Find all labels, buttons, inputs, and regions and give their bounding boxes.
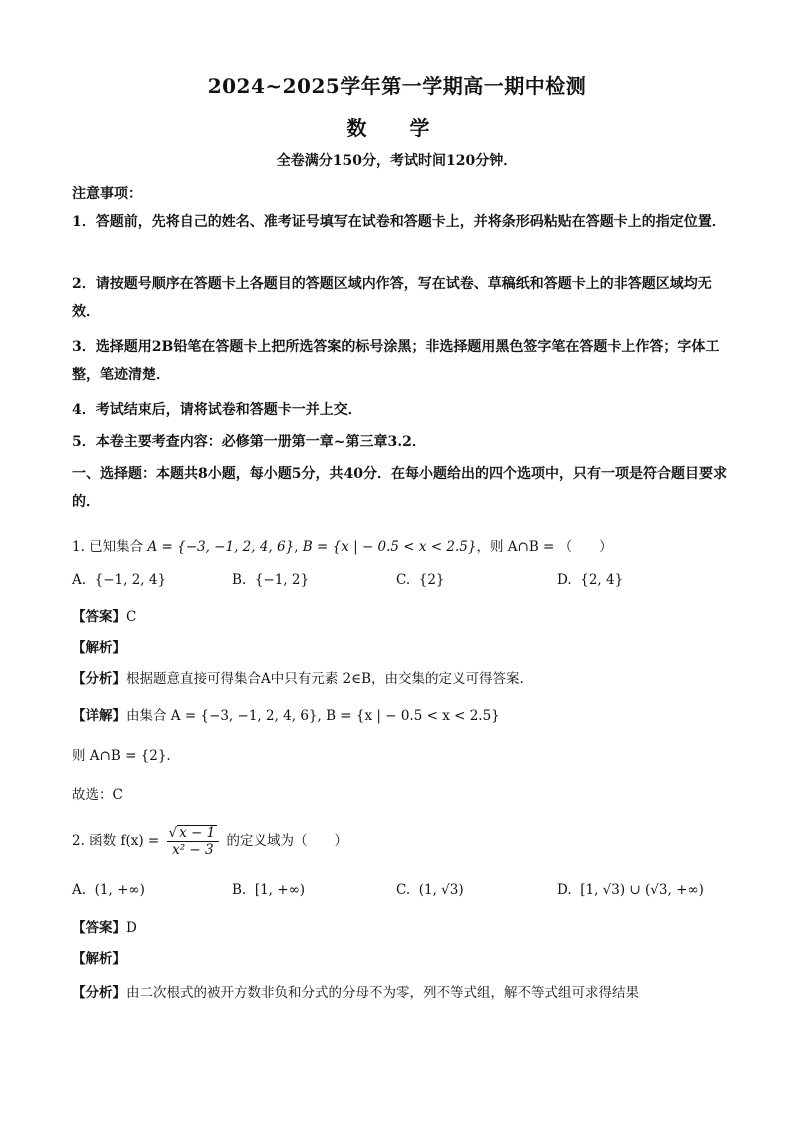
note-item-1: 1．答题前，先将自己的姓名、准考证号填写在试卷和答题卡上，并将条形码粘贴在答题卡上的指定位置． <box>72 214 726 230</box>
q2-fenxi: 【分析】由二次根式的被开方数非负和分式的分母不为零，列不等式组，解不等式组可求得结果 <box>72 985 639 1001</box>
question-1: 1. 已知集合 A = {−3, −1, 2, 4, 6}, B = {x | − 0.5 < x < 2.5}，则 A∩B = （ ） <box>72 539 613 555</box>
q1-ask: ，则 A∩B = （ ） <box>476 539 613 555</box>
subject-title: 数 学 <box>346 116 448 140</box>
question-2 <box>72 822 728 860</box>
q2-option-b: B. [1, +∞) <box>232 882 306 898</box>
q1-option-a: A. {−1, 2, 4} <box>72 572 167 588</box>
q1-option-c: C. {2} <box>396 572 445 588</box>
q1-analysis-tag: 【解析】 <box>72 640 126 656</box>
q2-option-d: D. [1, √3) ∪ (√3, +∞) <box>557 882 704 898</box>
note-item-2: 2．请按题号顺序在答题卡上各题目的答题区域内作答，写在试卷、草稿纸和答题卡上的非答题区域均无效． <box>72 276 712 320</box>
q1-set-b: B = {x | − 0.5 < x < 2.5} <box>302 539 477 555</box>
q2-fraction: $\frac{√ x - 1}{\text{x² − 3}}$ <box>167 825 220 858</box>
q1-xiangjie: 【详解】由集合 A = {−3, −1, 2, 4, 6}, B = {x | − 0.5 < x < 2.5} <box>72 708 500 724</box>
notes-heading: 注意事项： <box>72 186 142 202</box>
q2-option-a: A. (1, +∞) <box>72 882 145 898</box>
exam-title: 2024~2025学年第一学期高一期中检测 <box>207 74 587 98</box>
q1-option-d: D. {2, 4} <box>557 572 624 588</box>
q1-prefix: 1. 已知集合 <box>72 539 144 555</box>
q1-then: 则 A∩B = {2}. <box>72 748 171 764</box>
q1-choose: 故选：C <box>72 787 123 803</box>
q1-option-b: B. {−1, 2} <box>232 572 310 588</box>
q2-prefix: 2. 函数 f(x) = <box>72 833 160 849</box>
section-heading: 一、选择题：本题共8小题，每小题5分，共40分．在每小题给出的四个选项中，只有一项是符合题目要求的． <box>72 466 727 510</box>
note-item-4: 4．考试结束后，请将试卷和答题卡一并上交． <box>72 402 362 418</box>
q2-suffix: 的定义域为（ ） <box>226 833 349 849</box>
exam-info: 全卷满分150分，考试时间120分钟． <box>276 153 518 169</box>
note-item-3: 3．选择题用2B铅笔在答题卡上把所选答案的标号涂黑；非选择题用黑色签字笔在答题卡上作答；字体工整，笔迹清楚． <box>72 339 720 383</box>
q1-answer: 【答案】C <box>72 609 137 625</box>
q1-set-a: A = {−3, −1, 2, 4, 6} <box>147 539 295 555</box>
note-item-5: 5．本卷主要考查内容：必修第一册第一章~第三章3.2． <box>72 434 426 450</box>
q1-fenxi: 【分析】根据题意直接可得集合A中只有元素 2∈B，由交集的定义可得答案. <box>72 671 524 687</box>
q2-analysis-tag: 【解析】 <box>72 951 126 967</box>
q2-option-c: C. (1, √3) <box>396 882 464 898</box>
q2-answer: 【答案】D <box>72 920 137 936</box>
